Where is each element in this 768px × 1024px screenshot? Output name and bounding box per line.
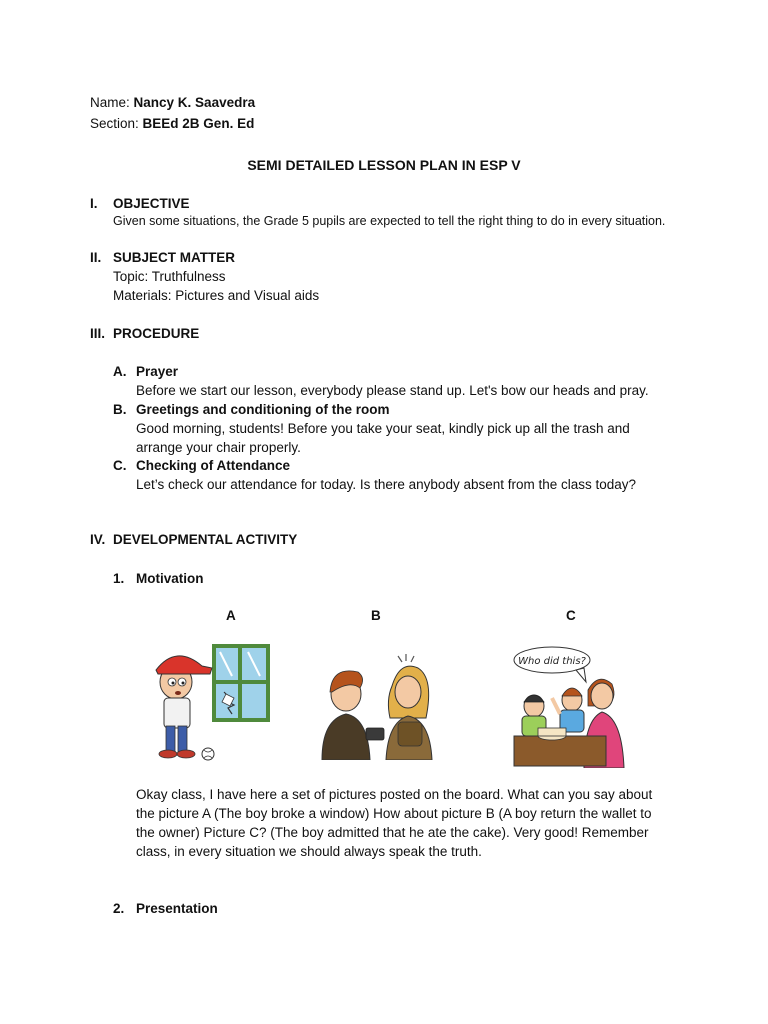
picture-c-cake-confession (512, 644, 636, 768)
red-cap (156, 656, 212, 674)
greetings-text-1: Good morning, students! Before you take your seat, kindly pick up all the trash and (136, 421, 630, 436)
presentation-num: 2. (113, 901, 125, 916)
subject-heading: SUBJECT MATTER (113, 250, 236, 265)
attendance-text: Let’s check our attendance for today. Is there anybody absent from the class today? (136, 477, 637, 492)
picture-label-c: C (566, 608, 576, 623)
page-title: SEMI DETAILED LESSON PLAN IN ESP V (247, 157, 521, 173)
greetings-text-2: arrange your chair properly. (136, 440, 301, 455)
procedure-heading: PROCEDURE (113, 326, 200, 341)
attendance-heading: Checking of Attendance (136, 458, 291, 473)
motivation-paragraph-1: Okay class, I have here a set of pictures posted on the board. What can you say about (136, 787, 653, 802)
picture-b-returning-wallet (316, 652, 444, 760)
motivation-num: 1. (113, 571, 125, 586)
section-num-subject: II. (90, 250, 102, 265)
objective-heading: OBJECTIVE (113, 196, 190, 211)
picture-a-broken-window (146, 640, 274, 766)
name-line: Name: Nancy K. Saavedra (90, 95, 256, 110)
procedure-letter-a: A. (113, 364, 127, 379)
section-line: Section: BEEd 2B Gen. Ed (90, 116, 255, 131)
presentation-heading: Presentation (136, 901, 218, 916)
wallet-icon (366, 728, 384, 740)
section-num-developmental: IV. (90, 532, 106, 547)
procedure-letter-b: B. (113, 402, 127, 417)
motivation-paragraph-3: the owner) Picture C? (The boy admitted that he ate the cake). Very good! Remember (136, 825, 649, 840)
picture-label-a: A (226, 608, 236, 623)
section-num-objective: I. (90, 196, 98, 211)
prayer-heading: Prayer (136, 364, 179, 379)
greetings-heading: Greetings and conditioning of the room (136, 402, 390, 417)
section-num-procedure: III. (90, 326, 106, 341)
subject-materials: Materials: Pictures and Visual aids (113, 288, 320, 303)
prayer-text: Before we start our lesson, everybody please stand up. Let's bow our heads and pray. (136, 383, 649, 398)
ball-icon (202, 748, 214, 760)
picture-label-b: B (371, 608, 381, 623)
procedure-letter-c: C. (113, 458, 127, 473)
developmental-heading: DEVELOPMENTAL ACTIVITY (113, 532, 298, 547)
motivation-paragraph-4: class, in every situation we should always speak the truth. (136, 844, 482, 859)
motivation-paragraph-2: the picture A (The boy broke a window) How about picture B (A boy return the wallet to (136, 806, 652, 821)
speech-bubble-text: Who did this? (518, 656, 586, 667)
motivation-heading: Motivation (136, 571, 204, 586)
objective-text: Given some situations, the Grade 5 pupils are expected to tell the right thing to do in every situation. (113, 214, 666, 228)
subject-topic: Topic: Truthfulness (113, 269, 226, 284)
